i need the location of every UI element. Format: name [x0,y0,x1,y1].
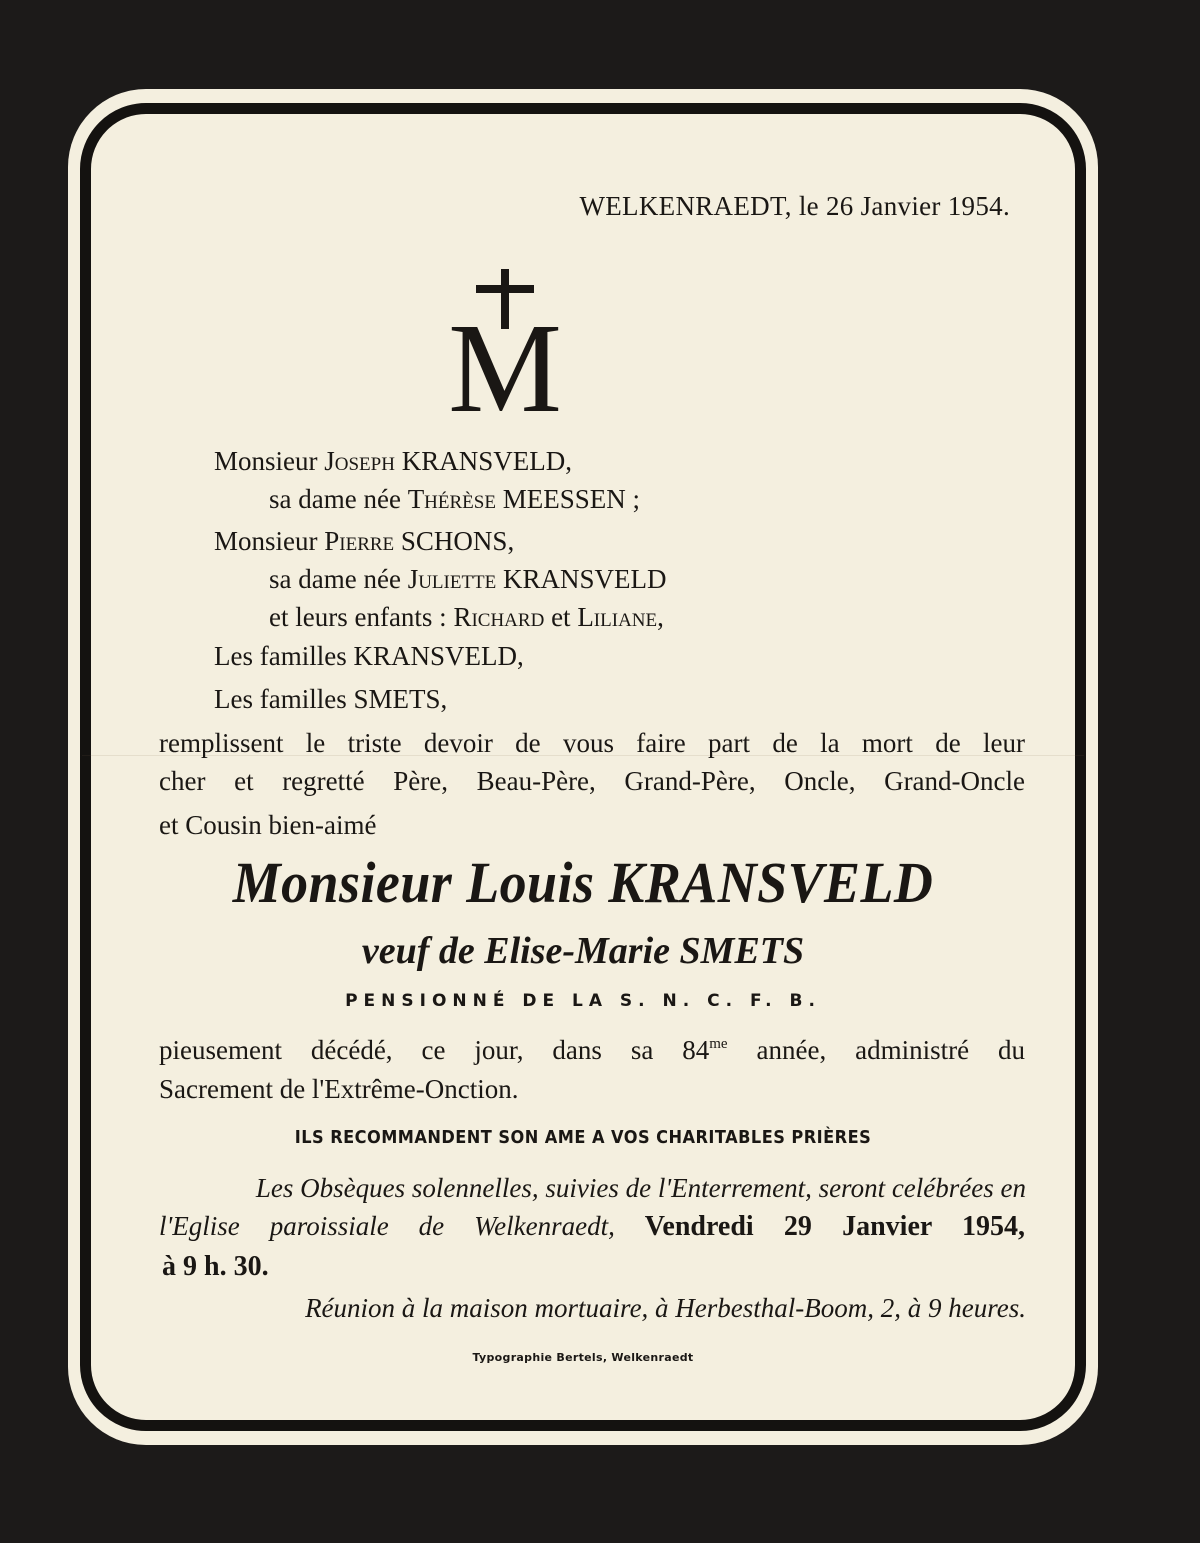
widower-of: veuf de Elise-Marie SMETS [361,930,805,972]
place-date-line [579,193,1010,220]
family-line-5: et leurs enfants : Richard et Liliane, [269,602,664,632]
announcement-line-3: et Cousin bien-aimé [159,810,377,840]
funeral-line-2: l'Eglise paroissiale de Welkenraedt, Vendredi 29 Janvier 1954, [159,1211,1026,1242]
deceased-name: Monsieur Louis KRANSVELD [232,850,934,915]
place: WELKENRAEDT, [579,191,792,221]
prayer-request: ILS RECOMMANDENT SON AME A VOS CHARITABLES PRIÈRES [294,1127,872,1148]
printer-credit: Typographie Bertels, Welkenraedt [472,1351,694,1364]
family-line-7: Les familles SMETS, [214,684,448,714]
funeral-line-4: Réunion à la maison mortuaire, à Herbesthal-Boom, 2, à 9 heures. [305,1293,1026,1323]
mourning-card [68,89,1098,1445]
marian-monogram-cross-icon [440,265,570,415]
monogram-letter: M [448,297,562,415]
death-line-2: Sacrement de l'Extrême-Onction. [159,1074,519,1104]
death-line-1: pieusement décédé, ce jour, dans sa $84^{me}$ année, administré du [159,1035,1026,1065]
funeral-line-1: Les Obsèques solennelles, suivies de l'Enterrement, seront celébrées en [255,1173,1026,1203]
family-line-1: Monsieur Joseph KRANSVELD, [214,446,572,476]
announcement-line-2: cher et regretté Père, Beau-Père, Grand-Père, Oncle, Grand-Oncle [159,766,1025,796]
family-line-4: sa dame née Juliette KRANSVELD [269,564,667,594]
family-line-3: Monsieur Pierre SCHONS, [214,526,515,556]
family-line-6: Les familles KRANSVELD, [214,641,524,671]
announcement-line-1: remplissent le triste devoir de vous faire part de la mort de leur [159,728,1025,758]
family-line-2: sa dame née Thérèse MEESSEN ; [269,484,641,514]
funeral-line-3: à 9 h. 30. [162,1251,269,1282]
date: le 26 Janvier 1954. [798,191,1010,221]
occupation: PENSIONNÉ DE LA S. N. C. F. B. [345,991,821,1011]
